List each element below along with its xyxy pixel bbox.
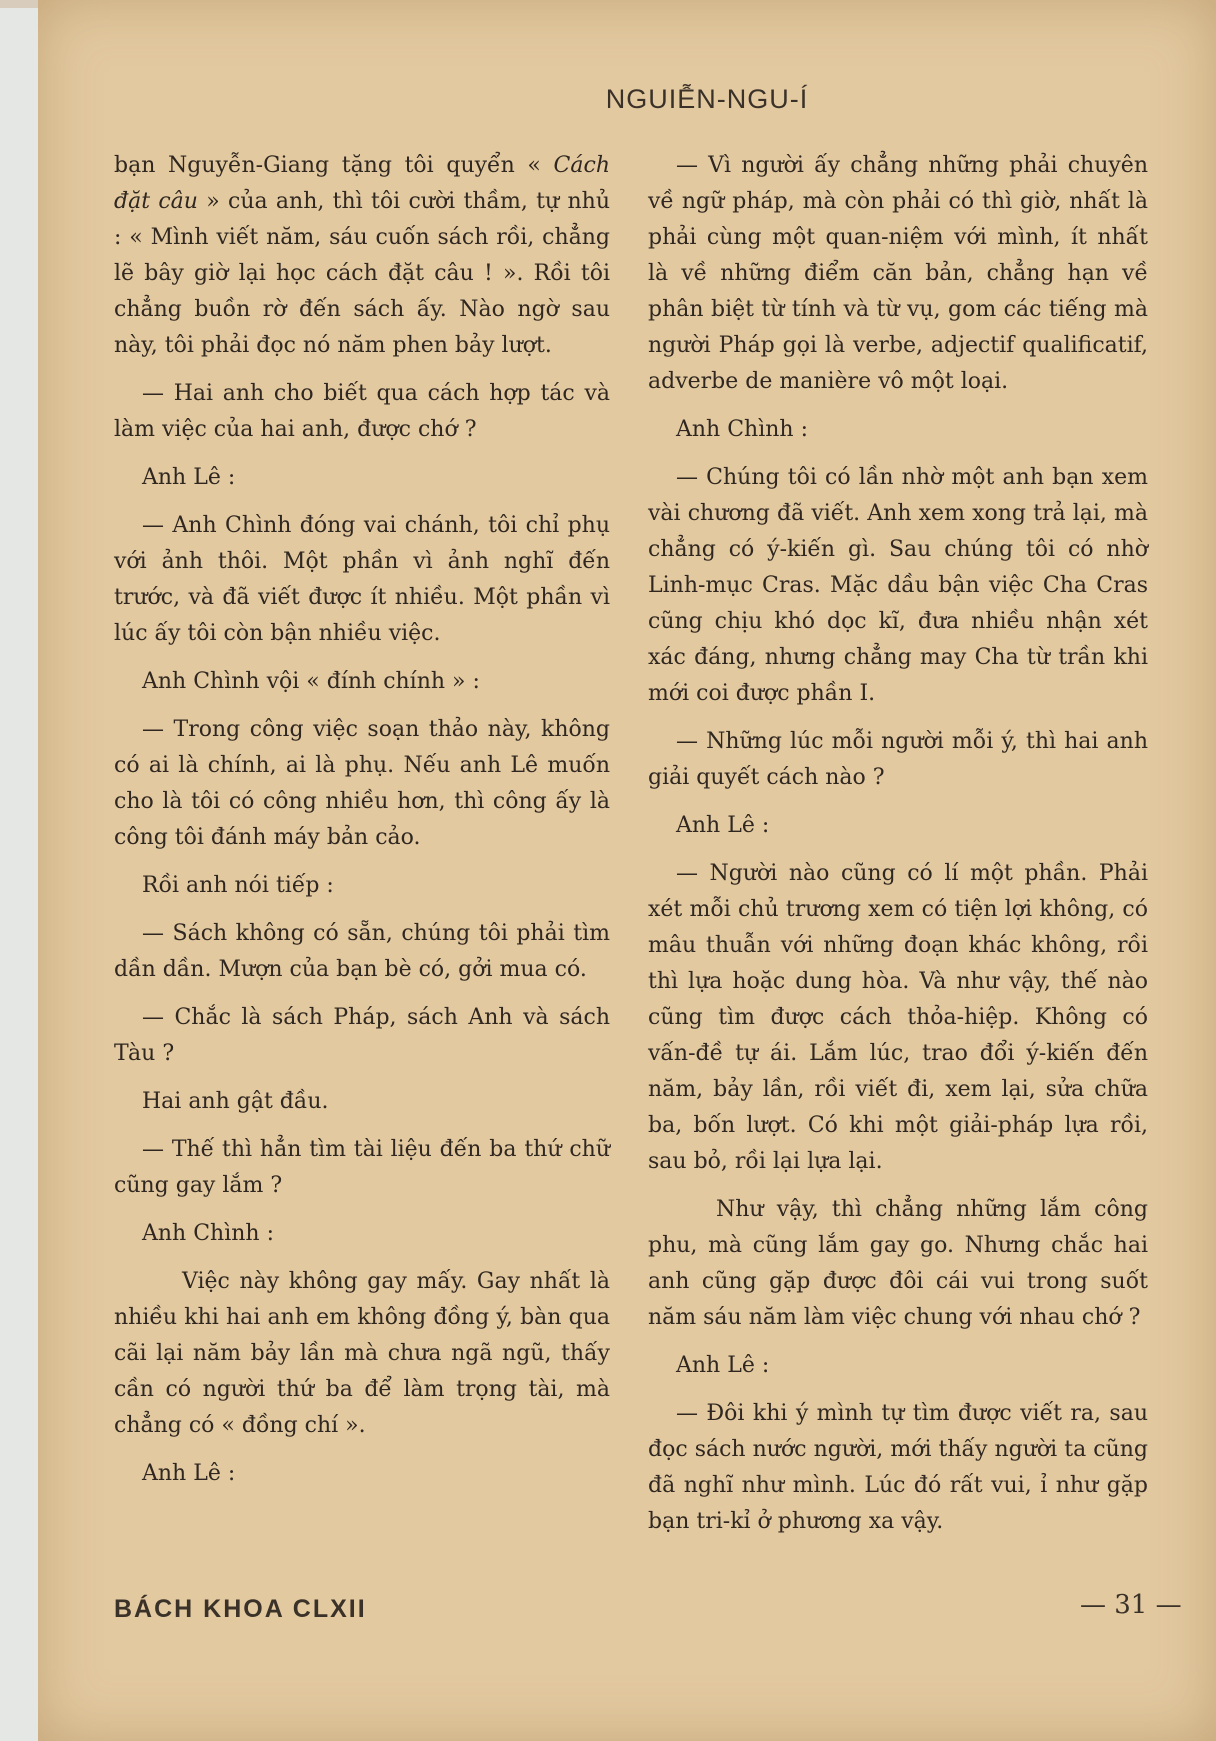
paragraph — [114, 148, 610, 364]
paragraph: Việc này không gay mấy. Gay nhất là nhiều khi hai anh em không đồng ý, bàn qua cãi lại năm bảy lần mà chưa ngã ngũ, thấy cần có người thứ ba để làm trọng tài, mà chẳng có « đồng chí ». — [114, 1269, 610, 1438]
speaker-label: Anh Lê : — [142, 465, 236, 490]
paragraph: — Chắc là sách Pháp, sách Anh và sách Tàu ? — [114, 1005, 610, 1066]
paragraph: — Trong công việc soạn thảo này, không có ai là chính, ai là phụ. Nếu anh Lê muốn cho là tôi có công nhiều hơn, thì công ấy là công tôi đánh máy bản cảo. — [114, 717, 610, 850]
speaker-label: Rồi anh nói tiếp : — [142, 873, 334, 898]
paragraph: — Người nào cũng có lí một phần. Phải xét mỗi chủ trương xem có tiện lợi không, có mâu thuẫn với những đoạn khác không, rồi thì lựa hoặc dung hòa. Và như vậy, thế nào cũng tìm được cách thỏa-hiệp. Không có vấn-đề tự ái. Lắm lúc, trao đổi ý-kiến đến năm, bảy lần, rồi viết đi, xem lại, sửa chữa ba, bốn lượt. Có khi một giải-pháp lựa rồi, sau bỏ, rồi lại lựa lại. — [648, 861, 1148, 1174]
left-column — [114, 148, 610, 1504]
book-title: Cách đặt câu — [114, 153, 610, 214]
speaker-label: Anh Chình : — [676, 417, 808, 442]
paragraph: — Sách không có sẵn, chúng tôi phải tìm dần dần. Mượn của bạn bè có, gởi mua có. — [114, 921, 610, 982]
magazine-footer: BÁCH KHOA CLXII — [114, 1595, 367, 1623]
paragraph: — Hai anh cho biết qua cách hợp tác và làm việc của hai anh, được chớ ? — [114, 381, 610, 442]
text-run: bạn Nguyễn-Giang tặng tôi quyển « — [114, 153, 554, 178]
paragraph: — Vì người ấy chẳng những phải chuyên về ngữ pháp, mà còn phải có thì giờ, nhất là phải cùng một quan-niệm với mình, ít nhất là về những điểm căn bản, chẳng hạn về phân biệt từ tính và từ vụ, gom các tiếng mà người Pháp gọi là verbe, adjectif qualificatif, adverbe de manière vô một loại. — [648, 153, 1148, 394]
paragraph: Hai anh gật đầu. — [142, 1089, 329, 1114]
right-column — [648, 148, 1148, 1552]
speaker-label: Anh Lê : — [142, 1461, 236, 1486]
text-run: » của anh, thì tôi cười thầm, tự nhủ : « Mình viết năm, sáu cuốn sách rồi, chẳng lẽ bây giờ lại học cách đặt câu ! ». Rồi tôi chẳng buồn rờ đến sách ấy. Nào ngờ sau này, tôi phải đọc nó năm phen bảy lượt. — [114, 189, 610, 358]
paragraph: — Thế thì hẳn tìm tài liệu đến ba thứ chữ cũng gay lắm ? — [114, 1137, 610, 1198]
speaker-label: Anh Chình : — [142, 1221, 274, 1246]
paragraph: — Chúng tôi có lần nhờ một anh bạn xem vài chương đã viết. Anh xem xong trả lại, mà chẳng có ý-kiến gì. Sau chúng tôi có nhờ Linh-mục Cras. Mặc dầu bận việc Cha Cras cũng chịu khó dọc kĩ, đưa nhiều nhận xét xác đáng, nhưng chẳng may Cha từ trần khi mới coi được phần I. — [648, 465, 1148, 706]
paragraph: Như vậy, thì chẳng những lắm công phu, mà cũng lắm gay go. Nhưng chắc hai anh cũng gặp được đôi cái vui trong suốt năm sáu năm làm việc chung với nhau chớ ? — [648, 1197, 1148, 1330]
page-header-author: NGUIỄN-NGU-Í — [605, 84, 809, 114]
speaker-label: Anh Lê : — [676, 1353, 770, 1378]
speaker-label: Anh Chình vội « đính chính » : — [142, 669, 480, 694]
magazine-page — [38, 0, 1216, 1741]
paragraph: — Anh Chình đóng vai chánh, tôi chỉ phụ với ảnh thôi. Một phần vì ảnh nghĩ đến trước, và đã viết được ít nhiều. Một phần vì lúc ấy tôi còn bận nhiều việc. — [114, 513, 610, 646]
paragraph: — Những lúc mỗi người mỗi ý, thì hai anh giải quyết cách nào ? — [648, 729, 1148, 790]
page-number: — 31 — — [1080, 1590, 1182, 1620]
paragraph: — Đôi khi ý mình tự tìm được viết ra, sau đọc sách nước người, mới thấy người ta cũng đã nghĩ như mình. Lúc đó rất vui, ỉ như gặp bạn tri-kỉ ở phương xa vậy. — [648, 1401, 1148, 1534]
speaker-label: Anh Lê : — [676, 813, 770, 838]
